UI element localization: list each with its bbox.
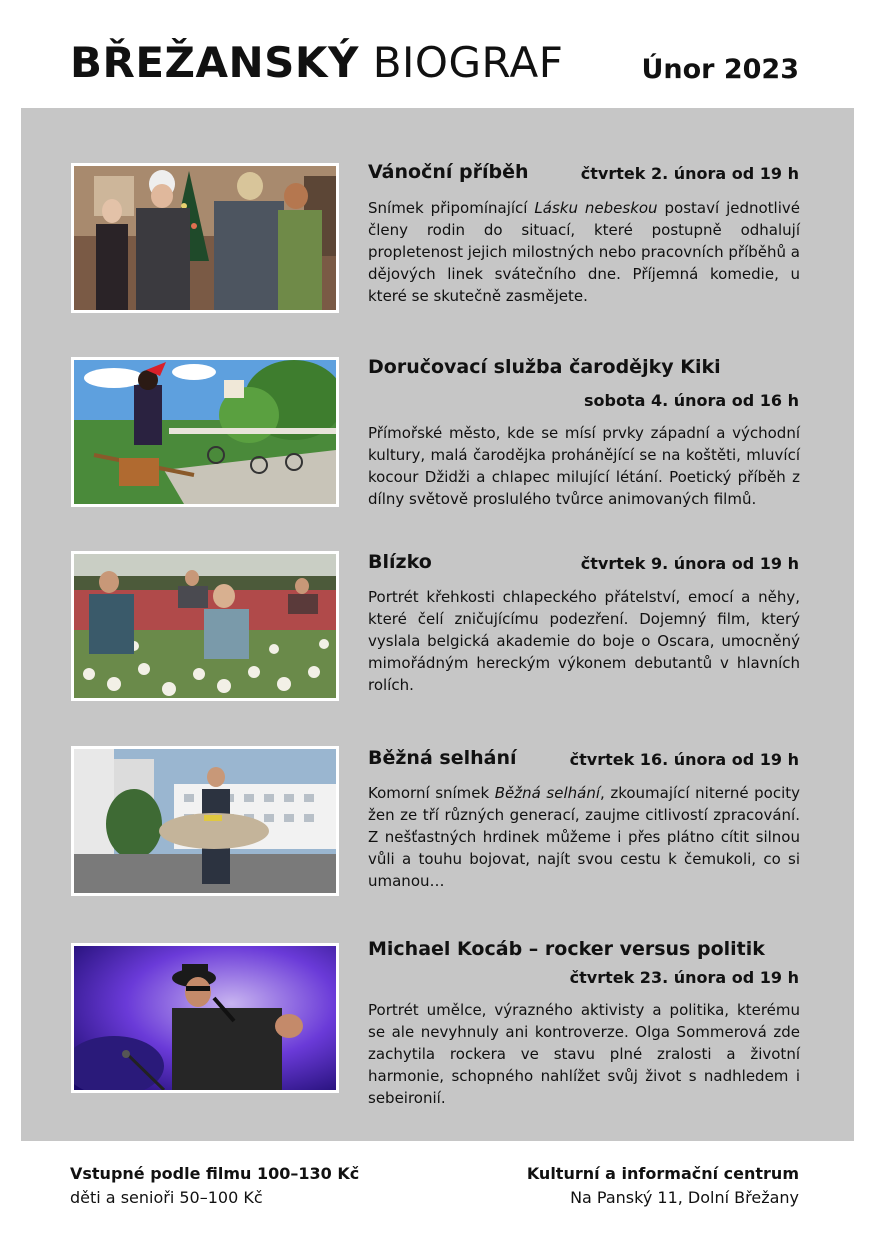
film-date: čtvrtek 2. února od 19 h bbox=[580, 164, 799, 183]
film-description: Přímořské město, kde se mísí prvky západní a východní kultury, malá čarodějka prohánějící se na koštěti, mluvící kocour Džidži a chlapec milující létání. Poetický příběh z dílny světově proslulého tvůrce animovaných filmů. bbox=[368, 424, 800, 508]
film-date: čtvrtek 9. února od 19 h bbox=[580, 554, 799, 573]
film-still-image bbox=[74, 360, 336, 504]
film-date: sobota 4. února od 16 h bbox=[583, 391, 799, 410]
film-title: Blízko bbox=[368, 551, 432, 573]
film-description-text: postaví jednotlivé členy rodin do situací, které postupně odhalují propletenost jejich milostných nebo pracovních příběhů a dějových linek svátečního dne. Příjemná komedie, u které se skutečně zasmějete. bbox=[368, 199, 800, 305]
venue-name: Kulturní a informační centrum bbox=[526, 1164, 799, 1183]
program-panel bbox=[21, 108, 854, 1141]
film-description-text: Komorní snímek bbox=[368, 784, 495, 802]
film-still-kiki bbox=[71, 357, 339, 507]
film-description bbox=[368, 197, 800, 307]
film-still-bezna-selhani bbox=[71, 746, 339, 896]
brand-light: BIOGRAF bbox=[372, 38, 564, 87]
film-still-image bbox=[74, 749, 336, 893]
film-still-image bbox=[74, 554, 336, 698]
venue-address: Na Panský 11, Dolní Břežany bbox=[570, 1188, 799, 1207]
cinema-logo bbox=[70, 38, 563, 88]
brand-bold: BŘEŽANSKÝ bbox=[70, 38, 359, 87]
film-description-text: , zkoumající niterné pocity žen ze tří různých generací, zaujme citlivostí zpracování. Z nešťastných hrdinek můžeme i přes plátno cítit silnou vůli a touhu bojovat, najít svou cestu k čemukoli, co si umanou… bbox=[368, 784, 800, 890]
film-still-michael-kocab bbox=[71, 943, 339, 1093]
film-date: čtvrtek 16. února od 19 h bbox=[569, 750, 799, 769]
pricing-info bbox=[70, 1162, 359, 1210]
film-still-image bbox=[74, 166, 336, 310]
price-reduced: děti a senioři 50–100 Kč bbox=[70, 1188, 263, 1207]
film-title: Běžná selhání bbox=[368, 747, 517, 769]
film-still-blizko bbox=[71, 551, 339, 701]
film-description: Portrét umělce, výrazného aktivisty a politika, kterému se ale nevyhnuly ani kontroverze. Olga Sommerová zde zachytila rockera ve stavu plné zralosti a životní harmonie, schopného nahlížet svůj život s nadhledem i sebeironií. bbox=[368, 1001, 800, 1107]
page-header bbox=[0, 0, 877, 108]
price-main: Vstupné podle filmu 100–130 Kč bbox=[70, 1164, 360, 1183]
film-description-italic: Běžná selhání bbox=[494, 784, 600, 802]
month-label: Únor 2023 bbox=[641, 54, 799, 85]
film-still-image bbox=[74, 946, 336, 1090]
film-date: čtvrtek 23. února od 19 h bbox=[569, 968, 799, 987]
venue-info bbox=[527, 1162, 799, 1210]
film-description bbox=[368, 782, 800, 892]
film-description-italic: Lásku nebeskou bbox=[534, 199, 658, 217]
film-title: Vánoční příběh bbox=[368, 161, 529, 183]
film-still-vanocni-pribeh bbox=[71, 163, 339, 313]
film-title: Michael Kocáb – rocker versus politik bbox=[368, 938, 765, 960]
film-description-text: Snímek připomínající bbox=[368, 199, 535, 217]
film-title: Doručovací služba čarodějky Kiki bbox=[368, 356, 721, 378]
film-description: Portrét křehkosti chlapeckého přátelství, emocí a něhy, které čelí zničujícímu podezření. Dojemný film, který vyslala belgická akademie do boje o Oscara, umocněný mimořádným hereckým výkonem debutantů v hlavních rolích. bbox=[368, 588, 800, 694]
